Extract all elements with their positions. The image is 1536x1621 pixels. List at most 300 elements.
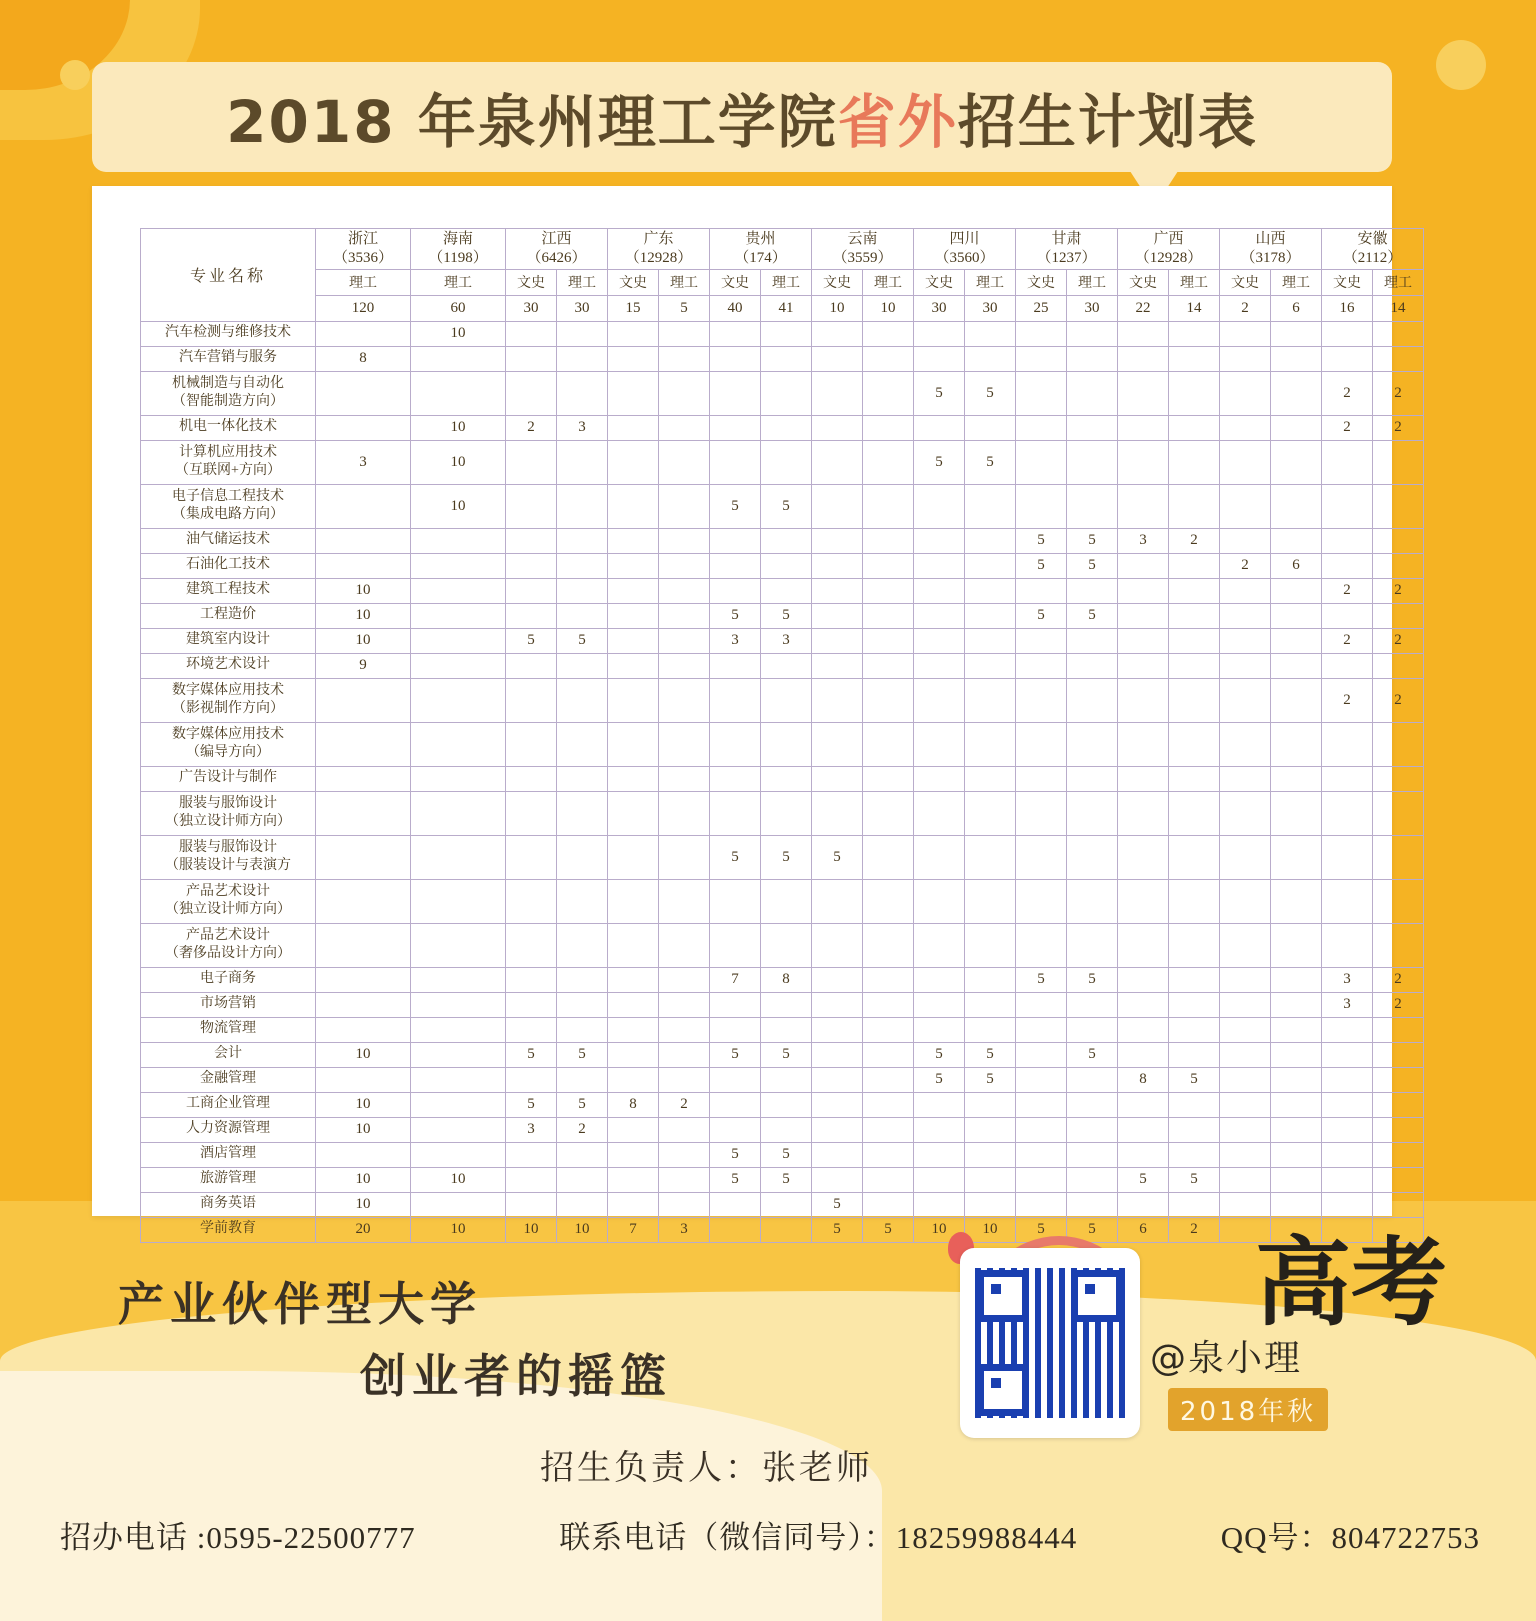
plan-count-cell: [710, 528, 761, 553]
plan-count-cell: [506, 528, 557, 553]
plan-count-cell: [316, 1067, 411, 1092]
plan-count-cell: [914, 1092, 965, 1117]
plan-count-cell: [812, 415, 863, 440]
plan-count-cell: [506, 923, 557, 967]
plan-count-cell: [710, 722, 761, 766]
plan-count-cell: 5: [761, 603, 812, 628]
plan-count-cell: 5: [1016, 967, 1067, 992]
major-name-cell: 产品艺术设计 （奢侈品设计方向）: [141, 923, 316, 967]
plan-count-cell: [1322, 1142, 1373, 1167]
plan-count-cell: [1016, 371, 1067, 415]
plan-count-cell: [608, 766, 659, 791]
plan-count-cell: [557, 484, 608, 528]
plan-count-cell: [1373, 879, 1424, 923]
plan-count-cell: [1220, 415, 1271, 440]
plan-count-cell: 2: [1373, 578, 1424, 603]
plan-count-cell: [965, 722, 1016, 766]
plan-count-cell: [1118, 879, 1169, 923]
plan-count-cell: [863, 967, 914, 992]
plan-count-cell: [812, 528, 863, 553]
plan-count-cell: 5: [965, 1067, 1016, 1092]
plan-count-cell: [1169, 553, 1220, 578]
plan-count-cell: [1322, 1067, 1373, 1092]
plan-count-cell: [1067, 766, 1118, 791]
province-name: 四川: [949, 231, 980, 247]
plan-count-cell: [710, 992, 761, 1017]
plan-count-cell: [1220, 440, 1271, 484]
plan-count-cell: 5: [557, 628, 608, 653]
plan-count-cell: [1373, 321, 1424, 346]
plan-count-cell: [1220, 1167, 1271, 1192]
province-code: （12928）: [624, 249, 693, 266]
table-row: [141, 1217, 1424, 1242]
table-row: [141, 346, 1424, 371]
plan-count-cell: [761, 1017, 812, 1042]
plan-count-cell: [1067, 484, 1118, 528]
plan-count-cell: [608, 678, 659, 722]
plan-count-cell: [608, 346, 659, 371]
plan-count-cell: 10: [411, 1167, 506, 1192]
plan-count-cell: [1220, 722, 1271, 766]
quota-cell: 30: [557, 295, 608, 321]
plan-count-cell: [812, 967, 863, 992]
category-header: 理工: [316, 269, 411, 295]
plan-count-cell: [1016, 766, 1067, 791]
plan-count-cell: [1271, 653, 1322, 678]
plan-count-cell: [710, 371, 761, 415]
plan-count-cell: [1322, 791, 1373, 835]
plan-count-cell: 5: [914, 1042, 965, 1067]
major-name-cell: 电子信息工程技术 （集成电路方向）: [141, 484, 316, 528]
plan-count-cell: 5: [914, 371, 965, 415]
major-name-cell: 计算机应用技术 （互联网+方向）: [141, 440, 316, 484]
plan-count-cell: [316, 321, 411, 346]
plan-count-cell: 2: [1373, 628, 1424, 653]
plan-count-cell: [411, 1192, 506, 1217]
plan-count-cell: [965, 321, 1016, 346]
table-row: [141, 835, 1424, 879]
plan-count-cell: [1067, 653, 1118, 678]
plan-count-cell: [557, 653, 608, 678]
plan-count-cell: [1373, 1142, 1424, 1167]
title-part-1: 2018 年泉州理工学院: [226, 88, 838, 156]
plan-count-cell: [411, 653, 506, 678]
plan-count-cell: [659, 766, 710, 791]
plan-count-cell: [1118, 923, 1169, 967]
plan-count-cell: [608, 578, 659, 603]
plan-count-cell: 2: [1373, 967, 1424, 992]
plan-count-cell: [1220, 653, 1271, 678]
plan-count-cell: [411, 967, 506, 992]
plan-count-cell: 5: [710, 1142, 761, 1167]
plan-count-cell: [1322, 603, 1373, 628]
plan-count-cell: 2: [1373, 415, 1424, 440]
plan-count-cell: [914, 923, 965, 967]
major-name-cell: 会计: [141, 1042, 316, 1067]
plan-count-cell: [710, 346, 761, 371]
plan-count-cell: [761, 766, 812, 791]
plan-count-cell: [316, 766, 411, 791]
category-header: 理工: [965, 269, 1016, 295]
table-row: [141, 528, 1424, 553]
plan-count-cell: [557, 923, 608, 967]
plan-count-cell: [1067, 879, 1118, 923]
plan-count-cell: [1118, 1117, 1169, 1142]
plan-count-cell: [659, 653, 710, 678]
plan-count-cell: [863, 1017, 914, 1042]
contact-phone: 联系电话（微信同号）：18259988444: [559, 1520, 1078, 1555]
plan-count-cell: [506, 722, 557, 766]
plan-count-cell: [316, 678, 411, 722]
plan-count-cell: [411, 835, 506, 879]
plan-count-cell: [812, 1017, 863, 1042]
plan-count-cell: [506, 766, 557, 791]
table-row: [141, 415, 1424, 440]
plan-count-cell: [863, 484, 914, 528]
plan-count-cell: 5: [710, 1042, 761, 1067]
plan-count-cell: [1067, 992, 1118, 1017]
plan-count-cell: [1016, 346, 1067, 371]
major-name-cell: 石油化工技术: [141, 553, 316, 578]
plan-count-cell: [761, 653, 812, 678]
plan-count-cell: [659, 879, 710, 923]
plan-count-cell: 2: [1322, 371, 1373, 415]
plan-count-cell: [1220, 791, 1271, 835]
plan-count-cell: [761, 1217, 812, 1242]
plan-count-cell: [1322, 528, 1373, 553]
plan-count-cell: [316, 528, 411, 553]
plan-count-cell: 3: [316, 440, 411, 484]
plan-count-cell: [1373, 1017, 1424, 1042]
plan-count-cell: [1373, 484, 1424, 528]
plan-count-cell: [659, 1117, 710, 1142]
plan-count-cell: [316, 553, 411, 578]
qr-code-card[interactable]: [960, 1248, 1140, 1438]
category-header: 理工: [659, 269, 710, 295]
plan-count-cell: [965, 1142, 1016, 1167]
plan-count-cell: [557, 1067, 608, 1092]
plan-count-cell: [1067, 321, 1118, 346]
plan-count-cell: [1118, 440, 1169, 484]
plan-count-cell: [1016, 1017, 1067, 1042]
plan-count-cell: [812, 1042, 863, 1067]
quota-cell: 2: [1220, 295, 1271, 321]
brand-handle: @泉小理: [1150, 1338, 1303, 1379]
plan-count-cell: [1271, 528, 1322, 553]
plan-count-cell: [761, 1067, 812, 1092]
province-code: （3560）: [934, 249, 995, 266]
plan-count-cell: [506, 967, 557, 992]
plan-count-cell: [863, 1117, 914, 1142]
major-name-cell: 数字媒体应用技术 （编导方向）: [141, 722, 316, 766]
plan-count-cell: [812, 1067, 863, 1092]
major-name-cell: 市场营销: [141, 992, 316, 1017]
plan-count-cell: [1271, 603, 1322, 628]
plan-count-cell: 2: [1220, 553, 1271, 578]
plan-count-cell: [710, 1092, 761, 1117]
plan-count-cell: [1067, 722, 1118, 766]
major-name-cell: 金融管理: [141, 1067, 316, 1092]
plan-count-cell: [1016, 1142, 1067, 1167]
province-header: [506, 229, 608, 270]
plan-count-cell: 5: [965, 440, 1016, 484]
plan-count-cell: [411, 1142, 506, 1167]
plan-count-cell: [557, 578, 608, 603]
quota-cell: 6: [1271, 295, 1322, 321]
plan-count-cell: [1169, 603, 1220, 628]
plan-count-cell: [1016, 791, 1067, 835]
plan-count-cell: 5: [710, 603, 761, 628]
plan-count-cell: [608, 722, 659, 766]
province-header: [914, 229, 1016, 270]
plan-count-cell: [659, 835, 710, 879]
plan-count-cell: [316, 923, 411, 967]
major-name-cell: 产品艺术设计 （独立设计师方向）: [141, 879, 316, 923]
plan-count-cell: [1220, 1017, 1271, 1042]
province-code: （3559）: [832, 249, 893, 266]
plan-count-cell: [914, 1117, 965, 1142]
province-name: 广西: [1153, 231, 1184, 247]
plan-count-cell: [965, 879, 1016, 923]
quota-cell: 25: [1016, 295, 1067, 321]
plan-count-cell: [506, 992, 557, 1017]
quota-cell: 14: [1169, 295, 1220, 321]
plan-count-cell: [608, 1192, 659, 1217]
plan-count-cell: 5: [761, 835, 812, 879]
plan-count-cell: [1067, 1192, 1118, 1217]
plan-count-cell: [863, 440, 914, 484]
plan-count-cell: [1322, 1017, 1373, 1042]
table-row: [141, 653, 1424, 678]
plan-count-cell: [710, 415, 761, 440]
province-code: （1237）: [1036, 249, 1097, 266]
province-code: （3178）: [1240, 249, 1301, 266]
plan-count-cell: [812, 791, 863, 835]
table-row: [141, 1017, 1424, 1042]
plan-count-cell: [659, 628, 710, 653]
plan-count-cell: [710, 1192, 761, 1217]
plan-count-cell: [710, 1017, 761, 1042]
plan-count-cell: [863, 1067, 914, 1092]
plan-count-cell: [1067, 835, 1118, 879]
quota-cell: 40: [710, 295, 761, 321]
plan-count-cell: [1220, 1142, 1271, 1167]
plan-count-cell: [1220, 992, 1271, 1017]
plan-count-cell: [659, 791, 710, 835]
plan-count-cell: [1271, 1067, 1322, 1092]
plan-count-cell: [1271, 578, 1322, 603]
plan-count-cell: [863, 603, 914, 628]
province-header: [1220, 229, 1322, 270]
plan-count-cell: [710, 766, 761, 791]
quota-cell: 30: [1067, 295, 1118, 321]
plan-count-cell: [557, 879, 608, 923]
province-header: [1016, 229, 1118, 270]
plan-count-cell: [1169, 371, 1220, 415]
plan-count-cell: [761, 440, 812, 484]
plan-count-cell: [1118, 1142, 1169, 1167]
plan-count-cell: [863, 553, 914, 578]
major-name-cell: 物流管理: [141, 1017, 316, 1042]
plan-count-cell: [812, 653, 863, 678]
plan-count-cell: [316, 967, 411, 992]
plan-count-cell: [316, 835, 411, 879]
plan-count-cell: [659, 923, 710, 967]
plan-count-cell: [1118, 628, 1169, 653]
category-header: 理工: [761, 269, 812, 295]
plan-count-cell: [761, 879, 812, 923]
plan-count-cell: [506, 653, 557, 678]
plan-count-cell: [863, 678, 914, 722]
plan-count-cell: 5: [1067, 528, 1118, 553]
plan-count-cell: 10: [316, 1117, 411, 1142]
plan-count-cell: 6: [1118, 1217, 1169, 1242]
plan-count-cell: [411, 1017, 506, 1042]
plan-count-cell: [316, 791, 411, 835]
plan-count-cell: [1373, 653, 1424, 678]
plan-count-cell: [659, 1017, 710, 1042]
province-code: （12928）: [1134, 249, 1203, 266]
plan-count-cell: [506, 346, 557, 371]
quota-cell: 41: [761, 295, 812, 321]
plan-count-cell: [659, 1067, 710, 1092]
province-name: 贵州: [745, 231, 776, 247]
category-header: 理工: [557, 269, 608, 295]
plan-count-cell: [1271, 967, 1322, 992]
plan-count-cell: [914, 1142, 965, 1167]
plan-count-cell: [557, 967, 608, 992]
plan-count-cell: [1220, 967, 1271, 992]
plan-count-cell: [812, 1142, 863, 1167]
plan-count-cell: 3: [557, 415, 608, 440]
plan-count-cell: [1169, 835, 1220, 879]
plan-count-cell: 5: [1118, 1167, 1169, 1192]
plan-count-cell: 5: [710, 835, 761, 879]
plan-count-cell: [812, 923, 863, 967]
plan-count-cell: [411, 992, 506, 1017]
plan-count-cell: [812, 879, 863, 923]
plan-count-cell: [557, 1192, 608, 1217]
plan-count-cell: 2: [1373, 371, 1424, 415]
plan-count-cell: [965, 1167, 1016, 1192]
plan-count-cell: [863, 1192, 914, 1217]
plan-count-cell: [506, 1017, 557, 1042]
plan-count-cell: [1067, 346, 1118, 371]
plan-count-cell: [506, 321, 557, 346]
plan-count-cell: [1016, 440, 1067, 484]
plan-count-cell: 5: [1169, 1067, 1220, 1092]
plan-count-cell: [761, 321, 812, 346]
plan-count-cell: [1220, 1067, 1271, 1092]
plan-count-cell: [863, 1092, 914, 1117]
plan-count-cell: [965, 553, 1016, 578]
plan-count-cell: [608, 1117, 659, 1142]
plan-count-cell: [411, 1117, 506, 1142]
enrollment-plan-table: [140, 228, 1424, 1243]
province-header-row: [141, 229, 1424, 270]
plan-count-cell: [1169, 1117, 1220, 1142]
plan-count-cell: [1271, 346, 1322, 371]
plan-count-cell: [965, 967, 1016, 992]
plan-count-cell: [659, 484, 710, 528]
category-header: 文史: [812, 269, 863, 295]
plan-count-cell: [608, 321, 659, 346]
plan-count-cell: [1016, 1067, 1067, 1092]
plan-count-cell: 10: [411, 440, 506, 484]
plan-count-cell: 3: [1322, 992, 1373, 1017]
plan-count-cell: [506, 578, 557, 603]
plan-count-cell: [608, 791, 659, 835]
plan-count-cell: [965, 346, 1016, 371]
plan-count-cell: [1067, 1017, 1118, 1042]
plan-count-cell: [659, 440, 710, 484]
plan-count-cell: [1016, 578, 1067, 603]
plan-count-cell: 10: [316, 578, 411, 603]
plan-count-cell: [411, 1092, 506, 1117]
province-header: [1322, 229, 1424, 270]
quota-cell: 16: [1322, 295, 1373, 321]
plan-count-cell: [557, 835, 608, 879]
plan-count-cell: [1322, 766, 1373, 791]
plan-count-cell: [506, 791, 557, 835]
plan-count-cell: [316, 371, 411, 415]
plan-count-cell: [1220, 1117, 1271, 1142]
plan-count-cell: [1322, 653, 1373, 678]
plan-count-cell: [608, 528, 659, 553]
plan-count-cell: [1373, 1067, 1424, 1092]
plan-count-cell: [506, 553, 557, 578]
quota-cell: 10: [812, 295, 863, 321]
plan-count-cell: [761, 791, 812, 835]
plan-count-cell: [608, 967, 659, 992]
plan-count-cell: [1016, 628, 1067, 653]
plan-count-cell: [1118, 722, 1169, 766]
plan-count-cell: [1271, 415, 1322, 440]
plan-count-cell: [914, 766, 965, 791]
plan-count-cell: [1220, 371, 1271, 415]
plan-count-cell: [1271, 1042, 1322, 1067]
province-name: 云南: [847, 231, 878, 247]
plan-count-cell: [1118, 415, 1169, 440]
plan-count-cell: 5: [1067, 553, 1118, 578]
plan-count-cell: 2: [1169, 1217, 1220, 1242]
plan-count-cell: [1118, 1042, 1169, 1067]
plan-count-cell: [914, 415, 965, 440]
plan-count-cell: [863, 1042, 914, 1067]
contact-line: [60, 1512, 1480, 1557]
plan-count-cell: 10: [316, 1042, 411, 1067]
plan-count-cell: [1373, 791, 1424, 835]
table-row: [141, 628, 1424, 653]
plan-count-cell: [1118, 766, 1169, 791]
table-row: [141, 553, 1424, 578]
plan-count-cell: [863, 791, 914, 835]
plan-count-cell: [1118, 346, 1169, 371]
plan-count-cell: [1322, 835, 1373, 879]
plan-count-cell: [608, 653, 659, 678]
table-row: [141, 1067, 1424, 1092]
plan-count-cell: [761, 578, 812, 603]
plan-count-cell: [1067, 923, 1118, 967]
plan-count-cell: [863, 766, 914, 791]
plan-count-cell: [965, 835, 1016, 879]
plan-count-cell: [1169, 879, 1220, 923]
qq-number: QQ号：804722753: [1220, 1520, 1480, 1555]
plan-count-cell: [863, 371, 914, 415]
plan-count-cell: [608, 1067, 659, 1092]
plan-count-cell: [1169, 923, 1220, 967]
category-header: 文史: [1118, 269, 1169, 295]
